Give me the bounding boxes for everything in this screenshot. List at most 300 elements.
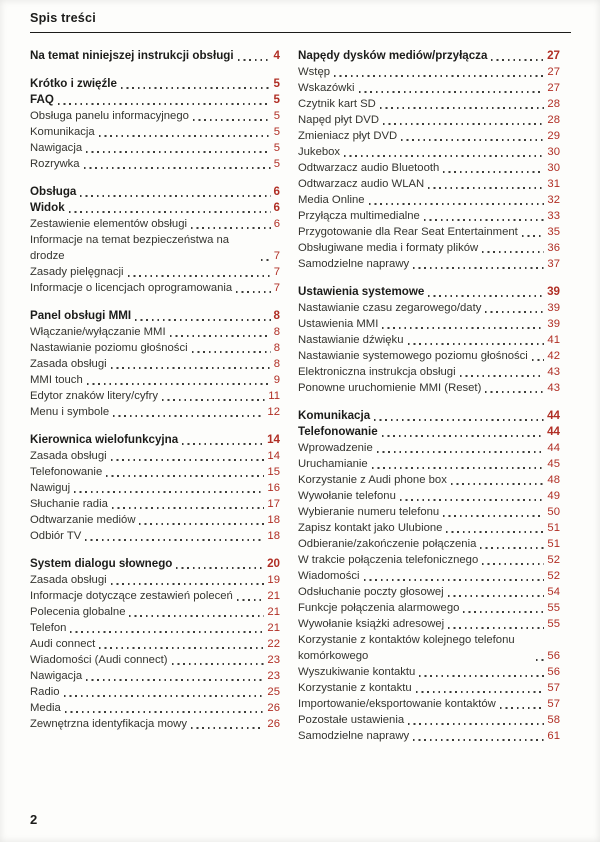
toc-entry-page: 5 xyxy=(273,158,280,170)
dot-leader xyxy=(111,459,265,461)
footer-page-number: 2 xyxy=(30,812,38,827)
toc-heading xyxy=(30,200,280,216)
toc-entry-label: Telefonowanie xyxy=(298,425,378,438)
toc-entry-page: 61 xyxy=(547,730,560,742)
toc-entry xyxy=(298,712,560,728)
dot-leader xyxy=(413,267,544,269)
dot-leader xyxy=(128,275,271,277)
toc-entry xyxy=(298,696,560,712)
toc-entry xyxy=(298,632,560,664)
toc-entry-label: Elektroniczna instrukcja obsługi xyxy=(298,366,456,378)
toc-entry-page: 8 xyxy=(273,326,280,338)
toc-entry-page: 51 xyxy=(547,538,560,550)
toc-entry-label: Audi connect xyxy=(30,638,96,650)
dot-leader xyxy=(261,259,271,261)
toc-entry xyxy=(298,728,560,744)
toc-entry-label: Odtwarzacz audio Bluetooth xyxy=(298,162,440,174)
toc-section xyxy=(30,556,280,732)
toc-entry xyxy=(298,144,560,160)
toc-entry-label: Zestawienie elementów obsługi xyxy=(30,218,187,230)
toc-entry xyxy=(298,680,560,696)
toc-entry-page: 26 xyxy=(267,718,280,730)
toc-entry xyxy=(30,604,280,620)
dot-leader xyxy=(413,739,544,741)
toc-entry-page: 8 xyxy=(273,309,280,322)
toc-entry-page: 21 xyxy=(267,590,280,602)
toc-heading xyxy=(298,408,560,424)
toc-entry-page: 27 xyxy=(547,49,560,62)
toc-entry-label: Odbieranie/zakończenie połączenia xyxy=(298,538,477,550)
toc-section xyxy=(30,308,280,420)
toc-entry xyxy=(298,112,560,128)
dot-leader xyxy=(111,367,271,369)
dot-leader xyxy=(87,383,271,385)
toc-entry-page: 21 xyxy=(267,606,280,618)
toc-section xyxy=(30,48,280,64)
toc-entry-label: Obsługa panelu informacyjnego xyxy=(30,110,189,122)
toc-entry xyxy=(30,324,280,340)
toc-heading xyxy=(30,556,280,572)
toc-entry-page: 7 xyxy=(273,282,280,294)
dot-leader xyxy=(382,435,544,437)
toc-entry-label: Odtwarzanie mediów xyxy=(30,514,136,526)
toc-entry-page: 7 xyxy=(273,266,280,278)
toc-entry-label: Odbiór TV xyxy=(30,530,82,542)
dot-leader xyxy=(65,711,265,713)
toc-entry-label: Media xyxy=(30,702,61,714)
toc-entry xyxy=(30,404,280,420)
toc-entry-page: 22 xyxy=(267,638,280,650)
toc-entry xyxy=(30,668,280,684)
toc-entry xyxy=(298,256,560,272)
toc-entry xyxy=(298,584,560,600)
dot-leader xyxy=(170,335,271,337)
toc-entry-label: Czytnik kart SD xyxy=(298,98,376,110)
toc-entry-label: Zasada obsługi xyxy=(30,574,107,586)
toc-entry-label: Rozrywka xyxy=(30,158,80,170)
dot-leader xyxy=(176,567,264,569)
toc-entry xyxy=(30,140,280,156)
dot-leader xyxy=(480,547,544,549)
dot-leader xyxy=(416,691,545,693)
dot-leader xyxy=(182,443,264,445)
toc-entry xyxy=(298,520,560,536)
toc-entry-page: 6 xyxy=(273,218,280,230)
toc-entry-label: Wiadomości xyxy=(298,570,360,582)
toc-heading xyxy=(30,184,280,200)
dot-leader xyxy=(500,707,545,709)
dot-leader xyxy=(401,139,544,141)
dot-leader xyxy=(448,627,544,629)
dot-leader xyxy=(536,659,544,661)
toc-entry-label: Media Online xyxy=(298,194,365,206)
toc-entry-page: 55 xyxy=(547,602,560,614)
toc-entry xyxy=(30,572,280,588)
toc-entry-label: Przyłącza multimedialne xyxy=(298,210,420,222)
toc-entry xyxy=(30,636,280,652)
toc-entry-page: 5 xyxy=(273,126,280,138)
toc-entry-page: 5 xyxy=(273,110,280,122)
toc-entry-label: Korzystanie z kontaktu xyxy=(298,682,412,694)
toc-entry-label: Napędy dysków mediów/przyłącza xyxy=(298,49,488,62)
toc-entry-label: Nastawianie czasu zegarowego/daty xyxy=(298,302,482,314)
dot-leader xyxy=(64,695,265,697)
dot-leader xyxy=(532,359,545,361)
dot-leader xyxy=(400,499,545,501)
toc-entry-label: Wywołanie książki adresowej xyxy=(298,618,445,630)
toc-entry xyxy=(30,264,280,280)
toc-entry-page: 16 xyxy=(267,482,280,494)
toc-entry-page: 6 xyxy=(273,201,280,214)
dot-leader xyxy=(192,351,271,353)
toc-entry xyxy=(30,216,280,232)
toc-entry xyxy=(30,356,280,372)
toc-entry xyxy=(298,664,560,680)
dot-leader xyxy=(382,327,544,329)
toc-entry-page: 31 xyxy=(547,178,560,190)
dot-leader xyxy=(86,679,264,681)
dot-leader xyxy=(80,195,270,197)
dot-leader xyxy=(491,59,544,61)
toc-entry-label: Wiadomości (Audi connect) xyxy=(30,654,168,666)
toc-entry-label: Samodzielne naprawy xyxy=(298,258,410,270)
toc-entry xyxy=(30,448,280,464)
toc-entry-label: Wybieranie numeru telefonu xyxy=(298,506,440,518)
dot-leader xyxy=(424,219,545,221)
toc-entry-page: 23 xyxy=(267,670,280,682)
toc-section xyxy=(298,408,560,744)
toc-entry xyxy=(30,232,280,264)
toc-entry-page: 27 xyxy=(547,82,560,94)
toc-entry xyxy=(298,208,560,224)
toc-entry-page: 49 xyxy=(547,490,560,502)
dot-leader xyxy=(99,647,264,649)
toc-entry-label: Wprowadzenie xyxy=(298,442,373,454)
toc-entry xyxy=(298,616,560,632)
toc-entry xyxy=(298,332,560,348)
dot-leader xyxy=(443,171,544,173)
toc-entry xyxy=(298,176,560,192)
dot-leader xyxy=(359,91,545,93)
dot-leader xyxy=(463,611,544,613)
toc-section xyxy=(30,76,280,172)
toc-entry xyxy=(298,440,560,456)
toc-entry-page: 5 xyxy=(273,142,280,154)
toc-entry-label: Nawigacja xyxy=(30,670,83,682)
dot-leader xyxy=(419,675,544,677)
toc-entry xyxy=(298,504,560,520)
dot-leader xyxy=(372,467,545,469)
toc-entry-page: 56 xyxy=(547,666,560,678)
toc-entry xyxy=(30,388,280,404)
toc-entry-page: 55 xyxy=(547,618,560,630)
toc-entry-page: 39 xyxy=(547,285,560,298)
toc-entry-label: Zapisz kontakt jako Ulubione xyxy=(298,522,443,534)
toc-column-right xyxy=(298,48,560,756)
dot-leader xyxy=(485,391,544,393)
page-title: Spis treści xyxy=(30,11,96,25)
dot-leader xyxy=(193,119,271,121)
toc-entry-page: 23 xyxy=(267,654,280,666)
toc-entry-page: 32 xyxy=(547,194,560,206)
toc-entry-page: 39 xyxy=(547,302,560,314)
toc-heading xyxy=(298,284,560,300)
toc-entry xyxy=(30,480,280,496)
dot-leader xyxy=(84,167,271,169)
toc-entry-page: 20 xyxy=(267,557,280,570)
toc-entry-label: Wywołanie telefonu xyxy=(298,490,396,502)
toc-section xyxy=(30,184,280,296)
toc-entry-page: 45 xyxy=(547,458,560,470)
dot-leader xyxy=(369,203,545,205)
toc-entry-page: 17 xyxy=(267,498,280,510)
toc-entry xyxy=(298,300,560,316)
toc-heading xyxy=(298,48,560,64)
toc-entry-label: Odsłuchanie poczty głosowej xyxy=(298,586,444,598)
toc-entry-label: Włączanie/wyłączanie MMI xyxy=(30,326,166,338)
toc-heading xyxy=(30,432,280,448)
toc-entry xyxy=(30,620,280,636)
toc-entry-label: Informacje o licencjach oprogramowania xyxy=(30,282,233,294)
toc-entry xyxy=(298,364,560,380)
dot-leader xyxy=(443,515,544,517)
toc-entry-page: 26 xyxy=(267,702,280,714)
toc-entry-page: 18 xyxy=(267,514,280,526)
dot-leader xyxy=(111,583,265,585)
toc-entry xyxy=(30,372,280,388)
toc-entry-page: 52 xyxy=(547,554,560,566)
toc-entry-label: Telefonowanie xyxy=(30,466,103,478)
toc-entry-label: Nastawianie poziomu głośności xyxy=(30,342,188,354)
toc-entry-label: Panel obsługi MMI xyxy=(30,309,132,322)
toc-entry-page: 28 xyxy=(547,98,560,110)
toc-entry-page: 14 xyxy=(267,433,280,446)
toc-section xyxy=(298,284,560,396)
toc-entry-label: Radio xyxy=(30,686,60,698)
toc-entry-page: 7 xyxy=(273,250,280,262)
dot-leader xyxy=(191,227,271,229)
toc-entry-label: W trakcie połączenia telefonicznego xyxy=(298,554,479,566)
toc-entry xyxy=(30,464,280,480)
toc-entry-label: Obsługiwane media i formaty plików xyxy=(298,242,479,254)
toc-entry-page: 43 xyxy=(547,382,560,394)
toc-entry-page: 42 xyxy=(547,350,560,362)
toc-entry-page: 33 xyxy=(547,210,560,222)
page-header xyxy=(30,11,571,33)
toc-entry xyxy=(298,316,560,332)
toc-entry-page: 58 xyxy=(547,714,560,726)
toc-entry xyxy=(30,528,280,544)
toc-entry-label: Samodzielne naprawy xyxy=(298,730,410,742)
toc-entry-label: Menu i symbole xyxy=(30,406,110,418)
page-footer xyxy=(30,812,37,827)
toc-entry-page: 51 xyxy=(547,522,560,534)
toc-entry-page: 50 xyxy=(547,506,560,518)
dot-leader xyxy=(344,155,544,157)
toc-entry-label: Ustawienia systemowe xyxy=(298,285,425,298)
toc-entry-label: MMI touch xyxy=(30,374,83,386)
toc-entry-label: Pozostałe ustawienia xyxy=(298,714,405,726)
toc-entry-page: 30 xyxy=(547,162,560,174)
toc-entry xyxy=(298,160,560,176)
toc-entry-label: Odtwarzacz audio WLAN xyxy=(298,178,425,190)
toc-entry-page: 8 xyxy=(273,358,280,370)
dot-leader xyxy=(129,615,264,617)
toc-entry-label: Przygotowanie dla Rear Seat Entertainment xyxy=(298,226,518,238)
toc-entry-page: 14 xyxy=(267,450,280,462)
toc-entry-label: Informacje na temat bezpieczeństwa na drodze xyxy=(30,234,230,262)
dot-leader xyxy=(236,291,271,293)
dot-leader xyxy=(172,663,265,665)
dot-leader xyxy=(446,531,544,533)
toc-entry-label: Nastawianie systemowego poziomu głośności xyxy=(298,350,528,362)
dot-leader xyxy=(482,251,544,253)
toc-heading xyxy=(30,308,280,324)
dot-leader xyxy=(70,631,264,633)
toc-entry-label: Na temat niniejszej instrukcji obsługi xyxy=(30,49,234,62)
toc-entry xyxy=(298,192,560,208)
toc-columns xyxy=(30,48,600,756)
dot-leader xyxy=(121,87,271,89)
toc-entry-label: Zasady pielęgnacji xyxy=(30,266,124,278)
toc-entry-page: 57 xyxy=(547,698,560,710)
dot-leader xyxy=(99,135,271,137)
toc-entry-label: Słuchanie radia xyxy=(30,498,108,510)
toc-entry-label: Zewnętrzna identyfikacja mowy xyxy=(30,718,187,730)
toc-entry-label: Nawigacja xyxy=(30,142,83,154)
toc-entry-page: 12 xyxy=(267,406,280,418)
toc-entry-label: Wstęp xyxy=(298,66,331,78)
dot-leader xyxy=(364,579,545,581)
toc-entry-page: 8 xyxy=(273,342,280,354)
toc-entry-label: Jukebox xyxy=(298,146,341,158)
toc-entry xyxy=(298,96,560,112)
toc-entry-label: Korzystanie z Audi phone box xyxy=(298,474,447,486)
toc-entry xyxy=(298,380,560,396)
toc-entry-label: Edytor znaków litery/cyfry xyxy=(30,390,159,402)
toc-entry-label: Uruchamianie xyxy=(298,458,368,470)
dot-leader xyxy=(485,311,544,313)
toc-entry xyxy=(30,156,280,172)
toc-entry-label: Zmieniacz płyt DVD xyxy=(298,130,398,142)
dot-leader xyxy=(428,295,544,297)
toc-entry-label: Ustawienia MMI xyxy=(298,318,379,330)
dot-leader xyxy=(408,723,544,725)
toc-entry xyxy=(30,684,280,700)
toc-entry xyxy=(30,340,280,356)
dot-leader xyxy=(451,483,545,485)
toc-entry xyxy=(298,240,560,256)
toc-entry-page: 29 xyxy=(547,130,560,142)
toc-entry-label: System dialogu słownego xyxy=(30,557,173,570)
dot-leader xyxy=(135,319,270,321)
toc-entry xyxy=(30,124,280,140)
toc-entry xyxy=(298,488,560,504)
toc-entry-page: 54 xyxy=(547,586,560,598)
toc-section xyxy=(298,48,560,272)
toc-entry-page: 56 xyxy=(547,650,560,662)
toc-entry xyxy=(30,700,280,716)
dot-leader xyxy=(86,151,271,153)
toc-entry-page: 57 xyxy=(547,682,560,694)
dot-leader xyxy=(69,211,271,213)
toc-entry-page: 52 xyxy=(547,570,560,582)
toc-entry xyxy=(298,80,560,96)
toc-entry xyxy=(30,280,280,296)
toc-heading xyxy=(30,76,280,92)
toc-entry-label: Obsługa xyxy=(30,185,77,198)
dot-leader xyxy=(139,523,264,525)
dot-leader xyxy=(85,539,264,541)
toc-entry-page: 44 xyxy=(547,425,560,438)
toc-entry-page: 28 xyxy=(547,114,560,126)
toc-entry xyxy=(298,600,560,616)
toc-entry-label: Nastawianie dźwięku xyxy=(298,334,404,346)
toc-entry xyxy=(298,472,560,488)
toc-heading xyxy=(298,424,560,440)
toc-entry-page: 44 xyxy=(547,442,560,454)
toc-entry-label: Ponowne uruchomienie MMI (Reset) xyxy=(298,382,482,394)
toc-entry-label: Wyszukiwanie kontaktu xyxy=(298,666,416,678)
toc-entry-label: Krótko i zwięźle xyxy=(30,77,117,90)
toc-entry-page: 5 xyxy=(273,93,280,106)
toc-entry-page: 36 xyxy=(547,242,560,254)
dot-leader xyxy=(428,187,544,189)
toc-entry-label: Kierownica wielofunkcyjna xyxy=(30,433,179,446)
dot-leader xyxy=(334,75,544,77)
toc-entry-page: 35 xyxy=(547,226,560,238)
toc-entry xyxy=(298,224,560,240)
toc-entry-label: Korzystanie z kontaktów kolejnego telefonu komórkowego xyxy=(298,634,515,662)
toc-heading xyxy=(30,48,280,64)
toc-entry-page: 15 xyxy=(267,466,280,478)
toc-entry-label: Informacje dotyczące zestawień poleceń xyxy=(30,590,233,602)
toc-entry-label: Komunikacja xyxy=(30,126,95,138)
toc-entry-label: Funkcje połączenia alarmowego xyxy=(298,602,460,614)
toc-entry-page: 30 xyxy=(547,146,560,158)
toc-entry xyxy=(30,652,280,668)
toc-entry xyxy=(30,588,280,604)
toc-entry-page: 21 xyxy=(267,622,280,634)
toc-entry-label: Nawiguj xyxy=(30,482,71,494)
dot-leader xyxy=(58,103,271,105)
toc-entry-label: Napęd płyt DVD xyxy=(298,114,379,126)
toc-entry-label: Komunikacja xyxy=(298,409,371,422)
toc-entry xyxy=(30,716,280,732)
toc-heading xyxy=(30,92,280,108)
toc-entry xyxy=(298,552,560,568)
dot-leader xyxy=(237,599,265,601)
dot-leader xyxy=(377,451,545,453)
toc-entry-label: Zasada obsługi xyxy=(30,450,107,462)
toc-entry-page: 37 xyxy=(547,258,560,270)
dot-leader xyxy=(162,399,265,401)
dot-leader xyxy=(74,491,264,493)
toc-entry-page: 9 xyxy=(273,374,280,386)
toc-entry xyxy=(298,568,560,584)
toc-entry-label: Telefon xyxy=(30,622,67,634)
toc-entry-page: 5 xyxy=(273,77,280,90)
toc-entry-page: 39 xyxy=(547,318,560,330)
toc-entry-label: Polecenia globalne xyxy=(30,606,126,618)
toc-entry-label: Importowanie/eksportowanie kontaktów xyxy=(298,698,496,710)
toc-entry-page: 19 xyxy=(267,574,280,586)
toc-entry-page: 43 xyxy=(547,366,560,378)
toc-entry-page: 18 xyxy=(267,530,280,542)
dot-leader xyxy=(380,107,545,109)
toc-entry-label: Widok xyxy=(30,201,65,214)
toc-column-left xyxy=(30,48,280,756)
